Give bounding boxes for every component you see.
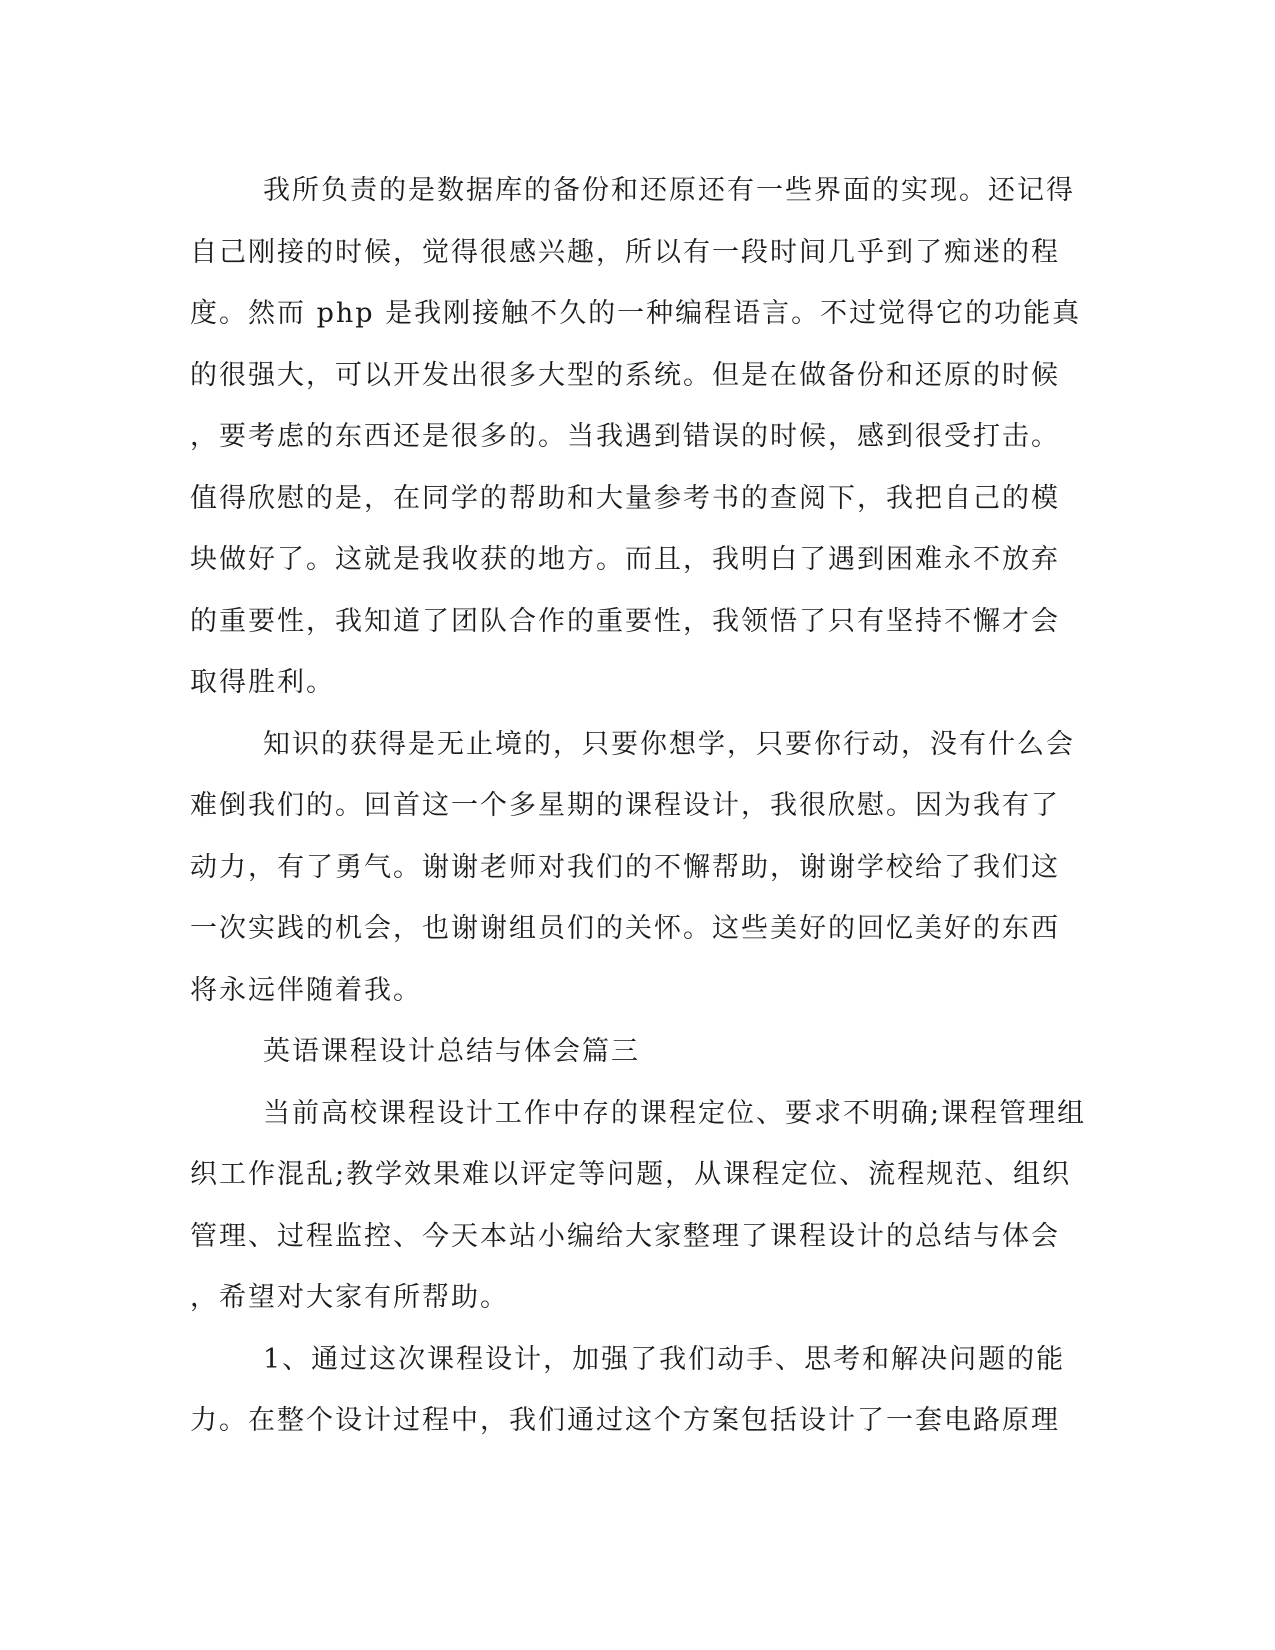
text-line: 的很强大，可以开发出很多大型的系统。但是在做备份和还原的时候 (190, 359, 1060, 391)
paragraph-current-issues (190, 1083, 1090, 1329)
text-line: 织工作混乱;教学效果难以评定等问题，从课程定位、流程规范、组织 (190, 1159, 1072, 1190)
document-body (190, 160, 1090, 1452)
text-line: 取得胜利。 (190, 667, 335, 698)
text-line: 我所负责的是数据库的备份和还原还有一些界面的实现。还记得 (263, 175, 1075, 206)
paragraph-knowledge (190, 714, 1090, 1022)
text-line: 度。然而 php 是我刚接触不久的一种编程语言。不过觉得它的功能真 (190, 298, 1082, 329)
text-line: 自己刚接的时候，觉得很感兴趣，所以有一段时间几乎到了痴迷的程 (190, 236, 1060, 268)
heading-text: 英语课程设计总结与体会篇三 (263, 1036, 640, 1067)
text-line: 动力，有了勇气。谢谢老师对我们的不懈帮助，谢谢学校给了我们这 (190, 851, 1060, 883)
text-line: 力。在整个设计过程中，我们通过这个方案包括设计了一套电路原理 (190, 1405, 1060, 1436)
text-line: ，希望对大家有所帮助。 (190, 1282, 509, 1313)
text-line: 1、通过这次课程设计，加强了我们动手、思考和解决问题的能 (263, 1343, 1066, 1375)
paragraph-point-1 (190, 1329, 1090, 1452)
text-line: ，要考虑的东西还是很多的。当我遇到错误的时候，感到很受打击。 (190, 421, 1060, 452)
section-heading (190, 1021, 1090, 1083)
text-line: 块做好了。这就是我收获的地方。而且，我明白了遇到困难永不放弃 (190, 544, 1060, 575)
text-line: 知识的获得是无止境的，只要你想学，只要你行动，没有什么会 (263, 728, 1075, 760)
text-line: 一次实践的机会，也谢谢组员们的关怀。这些美好的回忆美好的东西 (190, 913, 1060, 944)
text-line: 管理、过程监控、今天本站小编给大家整理了课程设计的总结与体会 (190, 1220, 1060, 1252)
paragraph-module-responsibility (190, 160, 1090, 714)
text-line: 当前高校课程设计工作中存的课程定位、要求不明确;课程管理组 (263, 1097, 1087, 1129)
text-line: 的重要性，我知道了团队合作的重要性，我领悟了只有坚持不懈才会 (190, 605, 1060, 637)
text-line: 难倒我们的。回首这一个多星期的课程设计，我很欣慰。因为我有了 (190, 790, 1060, 821)
text-line: 值得欣慰的是，在同学的帮助和大量参考书的查阅下，我把自己的模 (190, 482, 1060, 514)
text-line: 将永远伴随着我。 (190, 974, 422, 1006)
